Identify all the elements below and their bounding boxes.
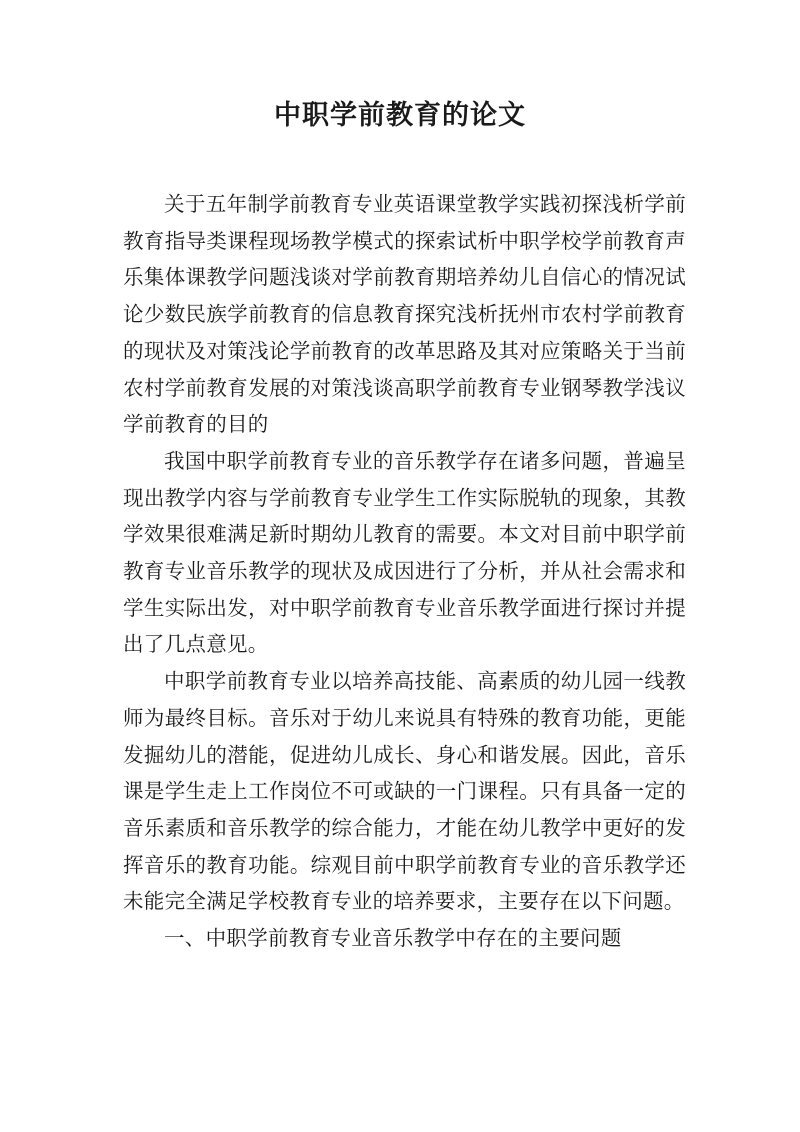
section-heading-1: 一、中职学前教育专业音乐教学中存在的主要问题	[164, 926, 622, 951]
paragraph-abstract: 我国中职学前教育专业的音乐教学存在诸多问题，普遍呈现出教学内容与学前教育专业学生工作实际脱轨的现象，其教学效果很难满足新时期幼儿教育的需要。本文对目前中职学前教育专业音乐教学的现状及成因进行了分析，并从社会需求和学生实际出发，对中职学前教育专业音乐教学面进行探讨并提出了几点意见。	[123, 448, 686, 657]
paragraph-introduction: 中职学前教育专业以培养高技能、高素质的幼儿园一线教师为最终目标。音乐对于幼儿来说具有特殊的教育功能，更能发掘幼儿的潜能，促进幼儿成长、身心和谐发展。因此，音乐课是学生走上工作岗位不可或缺的一门课程。只有具备一定的音乐素质和音乐教学的综合能力，才能在幼儿教学中更好的发挥音乐的教育功能。综观目前中职学前教育专业的音乐教学还未能完全满足学校教育专业的培养要求，主要存在以下问题。	[123, 669, 686, 914]
document-title: 中职学前教育的论文	[274, 100, 526, 131]
paragraph-related-titles: 关于五年制学前教育专业英语课堂教学实践初探浅析学前教育指导类课程现场教学模式的探索试析中职学校学前教育声乐集体课教学问题浅谈对学前教育期培养幼儿自信心的情况试论少数民族学前教育的信息教育探究浅析抚州市农村学前教育的现状及对策浅论学前教育的改革思路及其对应策略关于当前农村学前教育发展的对策浅谈高职学前教育专业钢琴教学浅议学前教育的目的	[123, 192, 686, 437]
document-body	[123, 186, 686, 957]
